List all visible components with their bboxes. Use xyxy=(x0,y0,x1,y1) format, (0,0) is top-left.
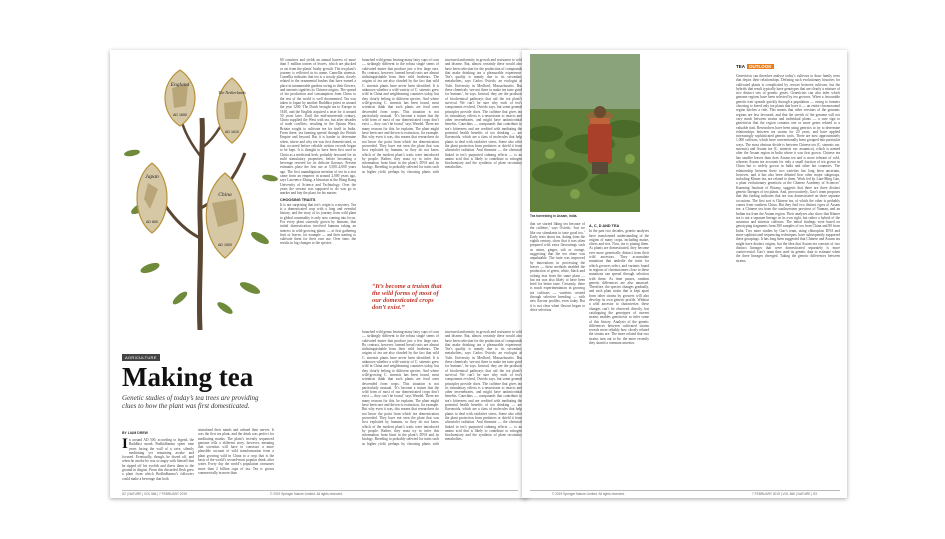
article-column-3 xyxy=(280,58,356,488)
section-tag-badge: OUTLOOK xyxy=(749,64,772,69)
right-column-1-text-2: In the past two decades, genetic analyses have transformed understanding of the origins of many crops, including maize, olives and rice. Now, tea is joining them. As plants are domesticated, they become ever more genetically distinct from their wild ancestors. They accumulate mutations that underlie the traits for which growers select, and variants found in regions of chromosomes close to these mutations can spread through selection with them. As time passes, random genetic differences are also amassed. Therefore, the species changes gradually, and each plant strain that is kept apart from other strains by growers will also develop its own genetic profile. Without a wild ancestor to characterize, these changes can’t be observed directly, but cataloguing the genotypes of current strains enables geneticists to infer some of this history. Analysis of the genetic differences between cultivated strains reveals more reliably how closely related the strains are. The more related that two strains turn out to be, the more recently they shared a common ancestor. xyxy=(589,229,649,346)
column-1-text: n around AD 500, according to legend, the Buddhist monk Bodhidharma spent nine years facing the wall of a cave, silently meditating yet remaining awake and focused. Eventually, though, he dozed off, and when he awoke he was so angry with himself that he ripped off his eyelids and threw them to the ground in disgust. From this discarded flesh grew a plant from which Bodhidharma’s followers could make a beverage that both xyxy=(122,438,194,481)
right-footer-folio: 7 FEBRUARY 2019 | VOL 566 | NATURE | S3 xyxy=(752,492,817,496)
leaf-label-netherlands: The Netherlands xyxy=(218,90,246,95)
page-title: Making tea xyxy=(122,362,254,392)
pull-quote: “It’s become a truism that the wild forms of most of our domesticated crops don’t exist.” xyxy=(372,283,442,311)
right-column-1-text: that we started liking tea because of the caffeine,’ says Oviedo, ‘but we like our stimulants to taste good too.’ Early texts about tea, dating from the eighth century, show that it was often prepared with extra flavourings such as onion, ginger, salt or orange, suggesting that the tea alone was unpalatable. The taste was improved by innovations in processing the leaves — these methods enabled the production of green, white, black and oolong teas from the same plant — but tea was also likely to have been bred for better taste. Certainly, there is much experimentation in growing tea cultivars — varieties created through selective breeding — with new flavour profiles, even today. But it is not clear when flavour began to drive selection. xyxy=(530,222,585,312)
right-column-1b xyxy=(589,222,649,488)
column-3-text: 60 countries and yields an annual harvest of more than 5 million tonnes of leaves, which are plucked or cut from the plants’ bushy growth. The tea plant’s journey is reflected in its name, Camellia sinensis. Camellia indicates that tea is a woody plant, closely related to the ornamental bushes that have earned a place in innumerable gardens owing to their flowers, and sinensis signifies its Chinese origins. The spread of tea production and consumption from China to the rest of the world is well documented. Tea was taken to Japan by another Buddhist priest in around the year 1200. The Dutch brought tea to Europe in 1610, and the English acquired a taste for it around 50 years later. Until the mid-nineteenth century, China supplied the West with tea, but after decades of trade conflicts, resulting in the Opium Wars, Britain sought to cultivate tea for itself in India. From there, tea farming spread through the British Empire and beyond. But it is harder to determine when, where and why tea was first domesticated, or that occurred before reliable written records began to be kept. It is thought to have been first used in China as a medicinal herb, probably favoured for its mild stimulatory properties, before becoming a beverage revered for its delicate flavours. Present estimates place the first use at 3,500–4,000 years ago. The first unambiguous mention of tea in a text came from an emperor in around 2,000 years ago, says Lawrence Zhang, a historian at the Hong Kong University of Science and Technology. Over the years the servant was supposed to do was go to market and buy the plant for his master. xyxy=(280,58,356,196)
left-page xyxy=(110,50,528,498)
leaf-date-netherlands: AD 1610 xyxy=(225,130,239,134)
section-tag xyxy=(736,64,774,69)
leaf-date-china: AD 1500 xyxy=(218,243,232,247)
drop-cap: I xyxy=(122,438,128,452)
leaf-date-england: AD 1650 xyxy=(173,113,187,117)
byline: BY LIAM DREW xyxy=(122,431,148,435)
column-3-text-2: It is not surprising that tea’s origin is a mystery. Tea is a domesticated crop with a long and eventful history, and the story of its journey from wild plant to global commodity is only now coming into focus. For every plant currently grown by humans, that initial domestication involved humans taking an interest in wild-growing plants — at first gathering fruit or leaves, for example — and then starting to cultivate them for their own use. Over time, the results in big changes to the species. xyxy=(280,202,356,246)
tea-harvest-photo xyxy=(530,54,640,212)
footer-folio: S2 | NATURE | VOL 566 | 7 FEBRUARY 2019 xyxy=(122,492,187,496)
leaf-label-japan: Japan xyxy=(145,174,159,180)
article-column-4-cont xyxy=(362,330,522,488)
footer-copyright: © 2019 Springer Nature Limited. All rights reserved. xyxy=(270,492,343,496)
article-column-2 xyxy=(198,428,274,488)
leaf-japan xyxy=(137,163,167,233)
article-column-4 xyxy=(362,58,522,280)
tea-map-illustration xyxy=(120,58,280,330)
column-4-text-cont: branched wild genus bearing many fairy cups of corn — strikingly different to the robust single stems of cultivated maize that produce just a few large ears. By contrast, however, farmed bread roots are almost indistinguishable from their wild forebears. The origins of tea are also clouded by the fact that wild C. sinensis plants have never been identified. It is unknown whether a wild variety of C. sinensis grew wild in China and neighbouring countries today, but they clearly belong to different species. And where wild-growing C. sinensis has been found, most scientists think that such plants are feral ones descended from crops. This situation is not particularly unusual. ‘It’s become a truism that the wild form of most of our domesticated crops don’t exist — they can’t be found,’ says Wendel. There are many reasons for this, he explains. The plant might have been rare and driven to extinction, for example. But why even it was, this means that researchers do not know the point from which tea domestication proceeded. They have not seen the plant that was first exploited by humans, so they do not know which of the modern plant’s traits were introduced by people. Rather, they must try to infer this information from hints in the plant’s DNA and its biology. Breeding to probably selected for traits such as higher yield, perhaps by choosing plants with increased uniformity in growth and resistance to cold and disease. But, almost certainly these would also have been selection for the production of compounds that make drinking tea a pleasurable experience. Tea’s quality is mainly due to its secondary metabolites, says Carlos Oviedo, an ecologist at Tufts University in Medford, Massachusetts. But these chemicals ‘are not there to make tea taste good for humans’, he says. Instead, they are the products of biochemical pathways that aid the tea plant’s survival. We can’t be sure why each of tea’s components evolved, Oviedo says, but some general principles provide clues. The caffeine that gives tea its stimulatory effects is a neurotoxin to insects and other invertebrates, and might have antimicrobial benefits. Catechins — compounds that contribute to tea’s bitterness and are credited with mediating the potential health benefits of tea drinking — are flavonoids, which are a class of molecules that help plants to deal with oxidative stress. Some also offer the plant protection from predators or shield it from ultraviolet radiation. And theanine — the chemical linked to tea’s purported calming effects — is an amino acid that is likely to contribute to nitrogen biochemistry and the synthesis of plant secondary metabolites. xyxy=(362,330,522,446)
leaf-china xyxy=(206,173,244,258)
right-footer-rule xyxy=(530,490,840,491)
section-tag-label: TEA xyxy=(736,64,745,69)
leaf-england xyxy=(165,70,195,126)
leaf-date-japan: AD 800 xyxy=(146,220,158,224)
right-column-2 xyxy=(736,74,840,488)
column-4-text: branched wild genus bearing many fairy cups of corn — strikingly different to the robust single stems of cultivated maize that produce just a few large ears. By contrast, however, farmed bread roots are almost indistinguishable from their wild forebears. The origins of tea are also clouded by the fact that wild C. sinensis plants have never been identified. It is unknown whether a wild variety of C. sinensis grew wild in China and neighbouring countries today, but they clearly belong to different species. And where wild-growing C. sinensis has been found, most scientists think that such plants are feral ones descended from crops. This situation is not particularly unusual. ‘It’s become a truism that the wild form of most of our domesticated crops don’t exist — they can’t be found,’ says Wendel. There are many reasons for this, he explains. The plant might have been rare and driven to extinction, for example. But why even it was, this means that researchers do not know the point from which tea domestication proceeded. They have not seen the plant that was first exploited by humans, so they do not know which of the modern plant’s traits were introduced by people. Rather, they must try to infer this information from hints in the plant’s DNA and its biology. Breeding to probably selected for traits such as higher yield, perhaps by choosing plants with increased uniformity in growth and resistance to cold and disease. But, almost certainly these would also have been selection for the production of compounds that make drinking tea a pleasurable experience. Tea’s quality is mainly due to its secondary metabolites, says Carlos Oviedo, an ecologist at Tufts University in Medford, Massachusetts. But these chemicals ‘are not there to make tea taste good for humans’, he says. Instead, they are the products of biochemical pathways that aid the tea plant’s survival. We can’t be sure why each of tea’s components evolved, Oviedo says, but some general principles provide clues. The caffeine that gives tea its stimulatory effects is a neurotoxin to insects and other invertebrates, and might have antimicrobial benefits. Catechins — compounds that contribute to tea’s bitterness and are credited with mediating the potential health benefits of tea drinking — are flavonoids, which are a class of molecules that help plants to deal with oxidative stress. Some also offer the plant protection from predators or shield it from ultraviolet radiation. And theanine — the chemical linked to tea’s purported calming effects — is an amino acid that is likely to contribute to nitrogen biochemistry and the synthesis of plant secondary metabolites. xyxy=(362,58,522,174)
right-column-2-text: Geneticists can therefore analyse today’s cultivars to draw family trees that depict their relationships. Defining such evolutionary histories for cultivated plants is complicated by crosses between cultivars, but the hybrids that result typically have genotypes that are clearly a mixture of two distinct sets of genetic genes. Geneticists can also infer which genome regions have been selected by tea growers. When a favourable genetic trait spreads quickly through a population — owing to farmers choosing to breed only tea plants that have it — an entire chromosomal region hitches a ride. This means that other versions of the genomic regions are less favoured, and that the stretch of the genome will not vary much between strains and individual plants — a sure sign to geneticists that the region contains one or more genes related to a valuable trait. Researchers have been using genetics to try to determine relationships between tea strains for 20 years, and have applied increasingly sophisticated genetic tools. There are now approximately 1,000 cultivars, which have conventionally been grouped into particular ways. The most obvious divide is between Chinese tea (C. sinensis var. sinensis) and Assam tea (C. sinensis var. assamica), which is named after the Assam region in India where it was first grown. Chinese tea has smaller leaves than does Assam tea and is more tolerant of cold, whereas Assam tea accounts for only a small fraction of tea grown in China but is widely grown in India and other hot countries. The relationship between these two varieties has long been uncertain, however, and it has also been debated how other major subgroups, including Khmer tea, are related to them. Work led by Lian-Ming Gao, a plant evolutionary geneticist at the Chinese Academy of Sciences’ Kunming Institute of Botany, suggests that there are three distinct genetic lineages of tea plants. And, provocatively, Gao’s team proposes that this finding indicates that tea was domesticated on three separate occasions. The first sort is Chinese tea, of which the other is probably comes from southern China. But they find two distinct types of Assam tea: a Chinese tea from the southwestern province of Yunnan, and an Indian tea from the Assam region. Their analyses also show that Khmer tea is not a separate lineage in its own right, but rather a hybrid of the assamica and sinensis cultivars. The initial findings were based on genotyping fragments from 300 samples of tea from China and 80 from India. Two more studies by Gao’s team, using chloroplast DNA and more sophisticated sequencing techniques, have subsequently supported these groupings. It has long been suggested that Chinese and Assam tea might have distinct origins, but the idea that Assam tea consists of two distinct lineages that were domesticated separately is more controversial. Gao’s team then used its genetic data to estimate when the three lineages diverged. Taking the genetic differences between strains, xyxy=(736,74,840,263)
right-column-1a xyxy=(530,222,585,488)
footer-rule xyxy=(122,490,518,491)
column-2-text: stimulated their minds and calmed their nerves. It was the first tea plant, and the drink was perfect for meditating monks. The plant’s recently sequenced genome tells a different story, however, meaning that scientists will have to construct a more plausible account of wild transformation from a plant growing wild in China to a crop that is the basis of the world’s second-most popular drink, after water. Every day the world’s population consumes more than 2 billion cups of tea. Tea is grown commercially in more than xyxy=(198,428,274,475)
leaf-netherlands xyxy=(217,78,247,143)
article-column-1 xyxy=(122,438,194,488)
section-kicker: AGRICULTURE xyxy=(122,354,160,361)
right-page xyxy=(522,50,847,498)
standfirst: Genetic studies of today’s tea trees are providing clues to how the plant was first domesticated. xyxy=(122,394,259,410)
subhead-a-c-d-and-tea: A, C, D AND TEA xyxy=(589,224,620,228)
leaf-label-england: England xyxy=(170,82,190,88)
leaf-label-china: China xyxy=(218,192,232,198)
photo-caption: Tea harvesting in Assam, India. xyxy=(530,214,578,218)
right-footer-copyright: © 2019 Springer Nature Limited. All rights reserved. xyxy=(552,492,625,496)
subhead-choosing-traits: CHOOSING TRAITS xyxy=(280,197,316,202)
